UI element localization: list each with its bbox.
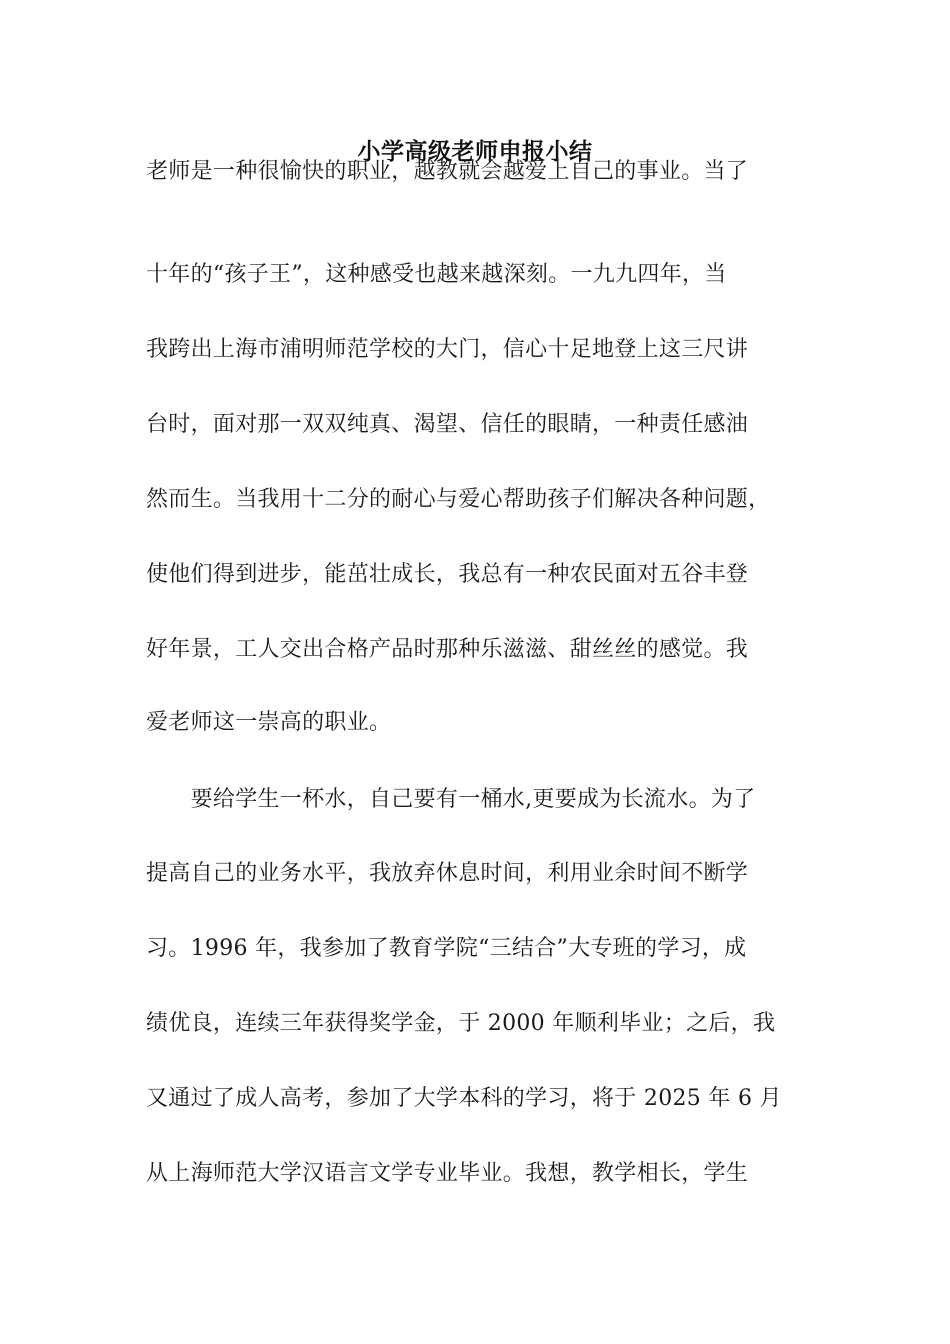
paragraph-line-2: 十年的“孩子王”，这种感受也越来越深刻。一九九四年，当: [146, 262, 727, 287]
paragraph-line-13: 又通过了成人高考，参加了大学本科的学习，将于 2025 年 6 月: [146, 1086, 782, 1111]
paragraph-line-10: 提高自己的业务水平，我放弃休息时间，利用业余时间不断学: [146, 861, 749, 886]
paragraph-line-12: 绩优良，连续三年获得奖学金，于 2000 年顺利毕业；之后，我: [146, 1011, 776, 1036]
paragraph-line-6: 使他们得到进步，能茁壮成长，我总有一种农民面对五谷丰登: [146, 562, 749, 587]
paragraph-line-1: 老师是一种很愉快的职业，越教就会越爱上自己的事业。当了: [146, 159, 749, 184]
document-title: 小学高级老师申报小结: [357, 138, 593, 165]
paragraph-line-14: 从上海师范大学汉语言文学专业毕业。我想，教学相长，学生: [146, 1161, 749, 1186]
paragraph-line-4: 台时，面对那一双双纯真、渴望、信任的眼睛，一种责任感油: [146, 412, 749, 437]
paragraph-line-8: 爱老师这一崇高的职业。: [146, 710, 392, 735]
paragraph-line-9: 要给学生一杯水，自己要有一桶水,更要成为长流水。为了: [146, 787, 756, 812]
paragraph-line-3: 我跨出上海市浦明师范学校的大门，信心十足地登上这三尺讲: [146, 337, 749, 362]
paragraph-line-11: 习。1996 年，我参加了教育学院“三结合”大专班的学习，成: [146, 936, 747, 961]
paragraph-line-7: 好年景，工人交出合格产品时那种乐滋滋、甜丝丝的感觉。我: [146, 637, 749, 662]
paragraph-line-5: 然而生。当我用十二分的耐心与爱心帮助孩子们解决各种问题，: [146, 487, 771, 512]
